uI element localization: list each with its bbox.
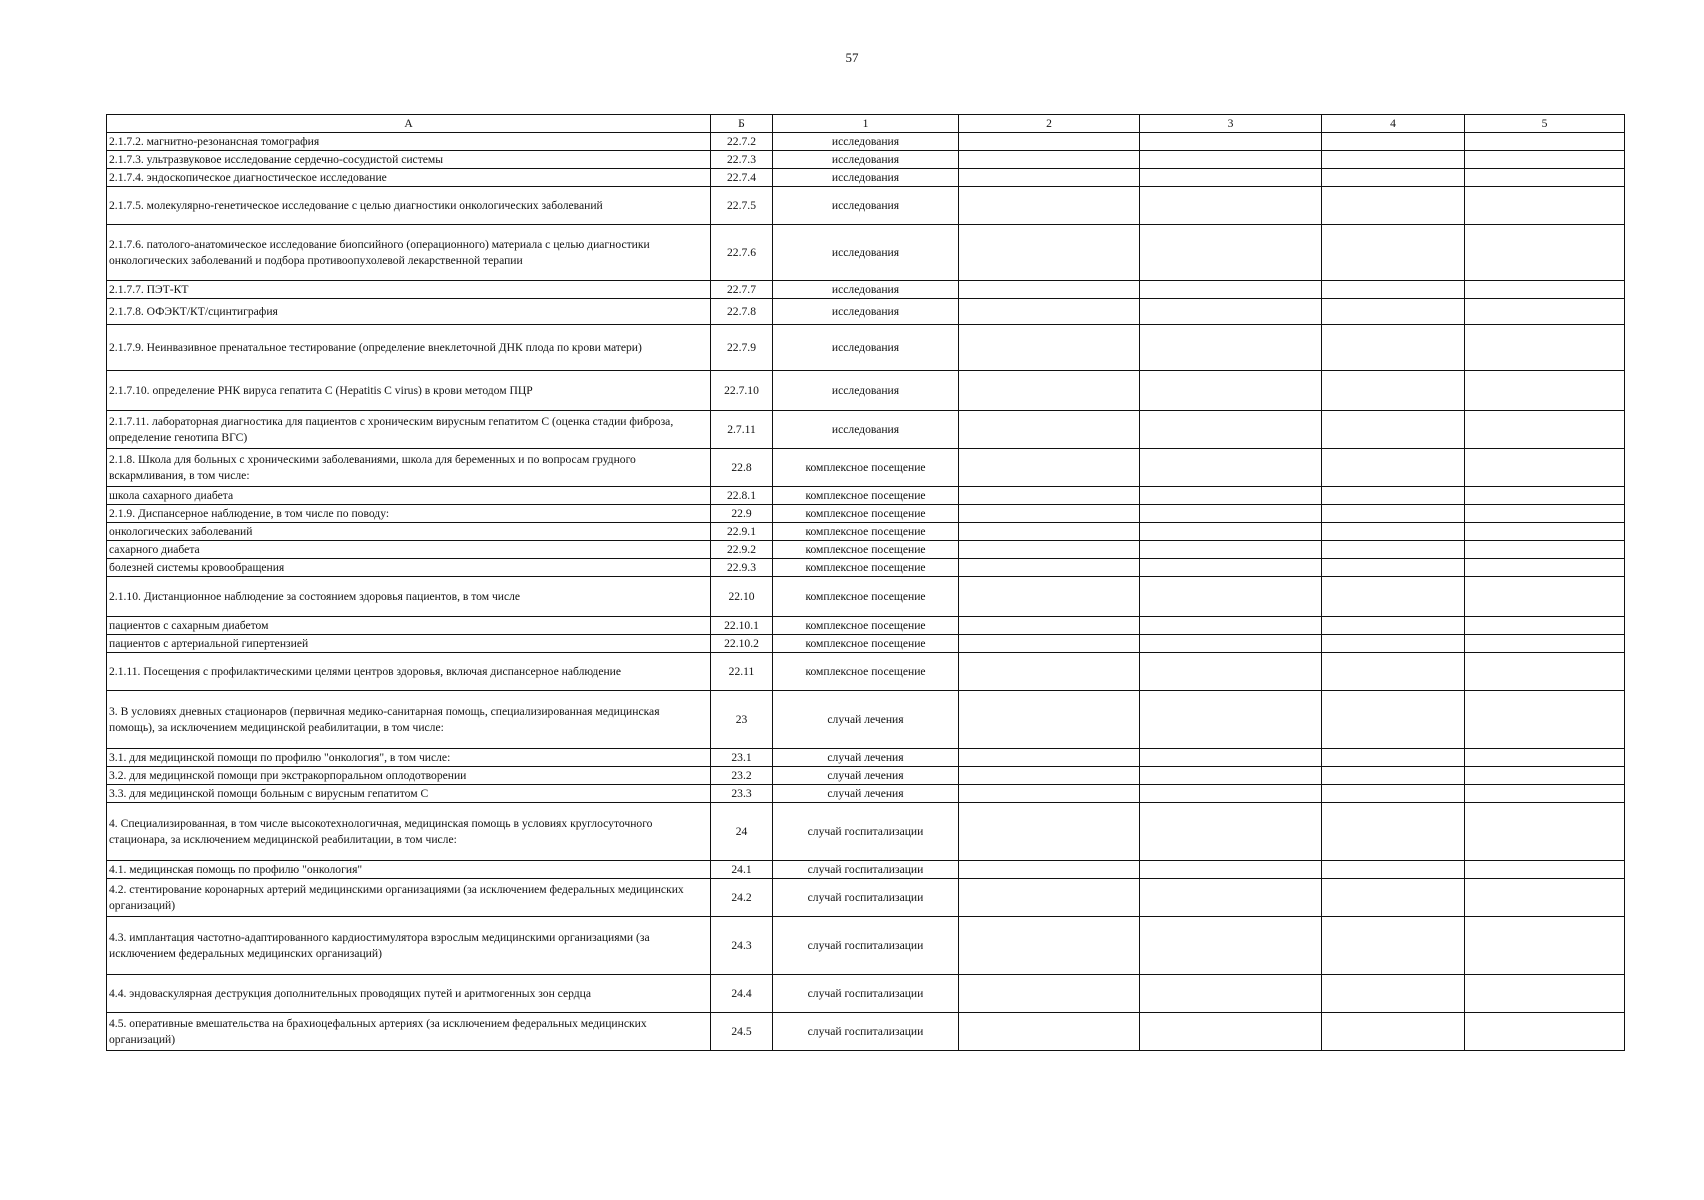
cell-name: 2.1.7.4. эндоскопическое диагностическое исследование bbox=[107, 169, 711, 187]
cell-code: 22.9.3 bbox=[711, 559, 773, 577]
table-row bbox=[107, 411, 1625, 449]
cell-col-3 bbox=[1140, 691, 1322, 749]
cell-col-4 bbox=[1322, 577, 1465, 617]
cell-name: 4.2. стентирование коронарных артерий медицинскими организациями (за исключением федеральных медицинских организаций) bbox=[107, 879, 711, 917]
cell-name: 2.1.11. Посещения с профилактическими целями центров здоровья, включая диспансерное наблюдение bbox=[107, 653, 711, 691]
cell-col-4 bbox=[1322, 487, 1465, 505]
cell-col-2 bbox=[959, 151, 1140, 169]
cell-col-4 bbox=[1322, 371, 1465, 411]
cell-name: 2.1.7.3. ультразвуковое исследование сердечно-сосудистой системы bbox=[107, 151, 711, 169]
table-body bbox=[107, 133, 1625, 1051]
cell-col-2 bbox=[959, 449, 1140, 487]
header-cell-5: 5 bbox=[1465, 115, 1625, 133]
table-row bbox=[107, 505, 1625, 523]
cell-col-5 bbox=[1465, 617, 1625, 635]
cell-code: 22.7.5 bbox=[711, 187, 773, 225]
cell-col-5 bbox=[1465, 635, 1625, 653]
cell-code: 22.7.4 bbox=[711, 169, 773, 187]
cell-col-5 bbox=[1465, 785, 1625, 803]
cell-name: 2.1.7.9. Неинвазивное пренатальное тестирование (определение внеклеточной ДНК плода по крови матери) bbox=[107, 325, 711, 371]
cell-code: 22.8.1 bbox=[711, 487, 773, 505]
cell-unit: случай госпитализации bbox=[773, 803, 959, 861]
cell-code: 22.10 bbox=[711, 577, 773, 617]
table-row bbox=[107, 541, 1625, 559]
cell-col-5 bbox=[1465, 691, 1625, 749]
cell-col-4 bbox=[1322, 785, 1465, 803]
table-row bbox=[107, 617, 1625, 635]
cell-col-5 bbox=[1465, 411, 1625, 449]
cell-col-4 bbox=[1322, 169, 1465, 187]
cell-col-2 bbox=[959, 559, 1140, 577]
cell-col-5 bbox=[1465, 449, 1625, 487]
header-cell-1: 1 bbox=[773, 115, 959, 133]
table-row bbox=[107, 299, 1625, 325]
cell-unit: исследования bbox=[773, 151, 959, 169]
cell-col-3 bbox=[1140, 487, 1322, 505]
cell-col-3 bbox=[1140, 635, 1322, 653]
table-row bbox=[107, 281, 1625, 299]
cell-col-3 bbox=[1140, 325, 1322, 371]
cell-code: 23 bbox=[711, 691, 773, 749]
header-cell-a: А bbox=[107, 115, 711, 133]
cell-col-2 bbox=[959, 803, 1140, 861]
cell-col-3 bbox=[1140, 299, 1322, 325]
cell-name: сахарного диабета bbox=[107, 541, 711, 559]
cell-col-5 bbox=[1465, 861, 1625, 879]
cell-code: 22.10.1 bbox=[711, 617, 773, 635]
table-row bbox=[107, 803, 1625, 861]
header-cell-2: 2 bbox=[959, 115, 1140, 133]
cell-code: 22.7.10 bbox=[711, 371, 773, 411]
cell-code: 24 bbox=[711, 803, 773, 861]
cell-unit: комплексное посещение bbox=[773, 487, 959, 505]
cell-col-4 bbox=[1322, 187, 1465, 225]
cell-col-2 bbox=[959, 133, 1140, 151]
cell-col-4 bbox=[1322, 617, 1465, 635]
table-row bbox=[107, 133, 1625, 151]
cell-col-3 bbox=[1140, 861, 1322, 879]
cell-col-2 bbox=[959, 1013, 1140, 1051]
table-row bbox=[107, 653, 1625, 691]
cell-col-3 bbox=[1140, 133, 1322, 151]
cell-col-5 bbox=[1465, 487, 1625, 505]
header-cell-3: 3 bbox=[1140, 115, 1322, 133]
cell-name: болезней системы кровообращения bbox=[107, 559, 711, 577]
cell-col-5 bbox=[1465, 523, 1625, 541]
cell-col-3 bbox=[1140, 449, 1322, 487]
cell-col-3 bbox=[1140, 577, 1322, 617]
cell-col-5 bbox=[1465, 803, 1625, 861]
cell-col-4 bbox=[1322, 635, 1465, 653]
cell-name: 4. Специализированная, в том числе высокотехнологичная, медицинская помощь в условиях круглосуточного стационара, за исключением медицинской реабилитации, в том числе: bbox=[107, 803, 711, 861]
cell-unit: комплексное посещение bbox=[773, 577, 959, 617]
cell-code: 24.1 bbox=[711, 861, 773, 879]
cell-code: 22.9 bbox=[711, 505, 773, 523]
table-row bbox=[107, 371, 1625, 411]
cell-unit: случай лечения bbox=[773, 767, 959, 785]
cell-col-2 bbox=[959, 371, 1140, 411]
cell-name: 2.1.7.7. ПЭТ-КТ bbox=[107, 281, 711, 299]
cell-col-5 bbox=[1465, 917, 1625, 975]
cell-col-2 bbox=[959, 541, 1140, 559]
header-cell-4: 4 bbox=[1322, 115, 1465, 133]
cell-code: 22.10.2 bbox=[711, 635, 773, 653]
cell-unit: случай лечения bbox=[773, 691, 959, 749]
cell-col-2 bbox=[959, 325, 1140, 371]
cell-name: пациентов с артериальной гипертензией bbox=[107, 635, 711, 653]
table-row bbox=[107, 635, 1625, 653]
cell-code: 22.7.2 bbox=[711, 133, 773, 151]
cell-col-3 bbox=[1140, 225, 1322, 281]
cell-col-5 bbox=[1465, 559, 1625, 577]
table-row bbox=[107, 917, 1625, 975]
page-number: 57 bbox=[845, 50, 859, 65]
cell-col-2 bbox=[959, 691, 1140, 749]
cell-code: 22.9.1 bbox=[711, 523, 773, 541]
table-row bbox=[107, 749, 1625, 767]
cell-code: 23.3 bbox=[711, 785, 773, 803]
cell-name: пациентов с сахарным диабетом bbox=[107, 617, 711, 635]
cell-code: 22.9.2 bbox=[711, 541, 773, 559]
table-row bbox=[107, 691, 1625, 749]
cell-col-3 bbox=[1140, 281, 1322, 299]
cell-col-3 bbox=[1140, 975, 1322, 1013]
cell-col-4 bbox=[1322, 299, 1465, 325]
header-cell-b: Б bbox=[711, 115, 773, 133]
cell-col-4 bbox=[1322, 133, 1465, 151]
cell-col-2 bbox=[959, 617, 1140, 635]
cell-col-2 bbox=[959, 749, 1140, 767]
cell-col-4 bbox=[1322, 225, 1465, 281]
cell-code: 22.7.3 bbox=[711, 151, 773, 169]
cell-col-3 bbox=[1140, 187, 1322, 225]
cell-name: 3. В условиях дневных стационаров (первичная медико-санитарная помощь, специализированная медицинская помощь), за исключением медицинской реабилитации, в том числе: bbox=[107, 691, 711, 749]
cell-unit: комплексное посещение bbox=[773, 617, 959, 635]
table-row bbox=[107, 767, 1625, 785]
cell-unit: исследования bbox=[773, 133, 959, 151]
table-row bbox=[107, 151, 1625, 169]
cell-col-2 bbox=[959, 411, 1140, 449]
cell-code: 24.3 bbox=[711, 917, 773, 975]
cell-col-2 bbox=[959, 187, 1140, 225]
cell-name: 4.1. медицинская помощь по профилю "онкология" bbox=[107, 861, 711, 879]
cell-col-4 bbox=[1322, 281, 1465, 299]
cell-name: 3.1. для медицинской помощи по профилю "онкология", в том числе: bbox=[107, 749, 711, 767]
cell-name: 2.1.7.2. магнитно-резонансная томография bbox=[107, 133, 711, 151]
cell-col-2 bbox=[959, 767, 1140, 785]
cell-col-3 bbox=[1140, 1013, 1322, 1051]
cell-col-5 bbox=[1465, 299, 1625, 325]
cell-col-4 bbox=[1322, 523, 1465, 541]
cell-col-2 bbox=[959, 917, 1140, 975]
cell-code: 2.7.11 bbox=[711, 411, 773, 449]
cell-col-5 bbox=[1465, 371, 1625, 411]
cell-code: 22.11 bbox=[711, 653, 773, 691]
table-row bbox=[107, 449, 1625, 487]
cell-code: 22.7.7 bbox=[711, 281, 773, 299]
cell-unit: исследования bbox=[773, 299, 959, 325]
cell-col-3 bbox=[1140, 785, 1322, 803]
cell-unit: случай госпитализации bbox=[773, 861, 959, 879]
cell-col-2 bbox=[959, 225, 1140, 281]
cell-unit: комплексное посещение bbox=[773, 541, 959, 559]
table-row bbox=[107, 169, 1625, 187]
cell-col-5 bbox=[1465, 975, 1625, 1013]
cell-col-4 bbox=[1322, 151, 1465, 169]
cell-unit: случай лечения bbox=[773, 785, 959, 803]
cell-col-5 bbox=[1465, 879, 1625, 917]
report-table bbox=[106, 114, 1625, 1051]
cell-code: 22.8 bbox=[711, 449, 773, 487]
cell-unit: комплексное посещение bbox=[773, 635, 959, 653]
cell-col-4 bbox=[1322, 559, 1465, 577]
cell-col-4 bbox=[1322, 541, 1465, 559]
cell-col-4 bbox=[1322, 975, 1465, 1013]
cell-col-5 bbox=[1465, 151, 1625, 169]
cell-col-3 bbox=[1140, 151, 1322, 169]
cell-unit: случай госпитализации bbox=[773, 1013, 959, 1051]
cell-name: 2.1.7.11. лабораторная диагностика для пациентов с хроническим вирусным гепатитом С (оценка стадии фиброза, определение генотипа ВГС) bbox=[107, 411, 711, 449]
cell-unit: исследования bbox=[773, 371, 959, 411]
cell-col-4 bbox=[1322, 803, 1465, 861]
cell-col-4 bbox=[1322, 411, 1465, 449]
cell-col-4 bbox=[1322, 917, 1465, 975]
cell-col-2 bbox=[959, 577, 1140, 617]
cell-col-5 bbox=[1465, 767, 1625, 785]
cell-name: школа сахарного диабета bbox=[107, 487, 711, 505]
cell-col-3 bbox=[1140, 749, 1322, 767]
cell-unit: комплексное посещение bbox=[773, 653, 959, 691]
cell-col-4 bbox=[1322, 767, 1465, 785]
table-row bbox=[107, 559, 1625, 577]
table-row bbox=[107, 975, 1625, 1013]
table-row bbox=[107, 879, 1625, 917]
cell-col-2 bbox=[959, 785, 1140, 803]
table-row bbox=[107, 225, 1625, 281]
cell-code: 24.5 bbox=[711, 1013, 773, 1051]
cell-unit: случай госпитализации bbox=[773, 879, 959, 917]
cell-code: 23.2 bbox=[711, 767, 773, 785]
cell-unit: комплексное посещение bbox=[773, 449, 959, 487]
cell-col-3 bbox=[1140, 653, 1322, 691]
cell-unit: исследования bbox=[773, 187, 959, 225]
cell-unit: исследования bbox=[773, 281, 959, 299]
cell-col-2 bbox=[959, 523, 1140, 541]
cell-col-3 bbox=[1140, 617, 1322, 635]
cell-col-2 bbox=[959, 281, 1140, 299]
cell-col-2 bbox=[959, 635, 1140, 653]
cell-name: 4.4. эндоваскулярная деструкция дополнительных проводящих путей и аритмогенных зон сердца bbox=[107, 975, 711, 1013]
cell-col-2 bbox=[959, 975, 1140, 1013]
cell-name: 2.1.7.10. определение РНК вируса гепатита С (Hepatitis C virus) в крови методом ПЦР bbox=[107, 371, 711, 411]
cell-col-3 bbox=[1140, 541, 1322, 559]
table-row bbox=[107, 1013, 1625, 1051]
cell-col-3 bbox=[1140, 523, 1322, 541]
cell-name: 2.1.7.5. молекулярно-генетическое исследование с целью диагностики онкологических заболеваний bbox=[107, 187, 711, 225]
cell-col-3 bbox=[1140, 803, 1322, 861]
cell-col-4 bbox=[1322, 505, 1465, 523]
table-row bbox=[107, 577, 1625, 617]
cell-name: 4.3. имплантация частотно-адаптированного кардиостимулятора взрослым медицинскими организациями (за исключением федеральных медицинских организаций) bbox=[107, 917, 711, 975]
cell-name: 2.1.9. Диспансерное наблюдение, в том числе по поводу: bbox=[107, 505, 711, 523]
table-row bbox=[107, 785, 1625, 803]
cell-col-4 bbox=[1322, 749, 1465, 767]
cell-col-3 bbox=[1140, 879, 1322, 917]
cell-col-5 bbox=[1465, 541, 1625, 559]
cell-unit: случай лечения bbox=[773, 749, 959, 767]
cell-unit: комплексное посещение bbox=[773, 505, 959, 523]
cell-unit: исследования bbox=[773, 325, 959, 371]
cell-col-5 bbox=[1465, 1013, 1625, 1051]
cell-col-2 bbox=[959, 487, 1140, 505]
cell-col-3 bbox=[1140, 169, 1322, 187]
cell-col-5 bbox=[1465, 169, 1625, 187]
cell-col-2 bbox=[959, 299, 1140, 325]
cell-name: 3.2. для медицинской помощи при экстракорпоральном оплодотворении bbox=[107, 767, 711, 785]
cell-name: 2.1.7.8. ОФЭКТ/КТ/сцинтиграфия bbox=[107, 299, 711, 325]
header-row bbox=[107, 115, 1625, 133]
cell-name: 2.1.7.6. патолого-анатомическое исследование биопсийного (операционного) материала с целью диагностики онкологических заболеваний и подбора противоопухолевой лекарственной терапии bbox=[107, 225, 711, 281]
cell-col-5 bbox=[1465, 749, 1625, 767]
cell-col-2 bbox=[959, 861, 1140, 879]
cell-col-3 bbox=[1140, 411, 1322, 449]
cell-name: 4.5. оперативные вмешательства на брахиоцефальных артериях (за исключением федеральных медицинских организаций) bbox=[107, 1013, 711, 1051]
cell-unit: случай госпитализации bbox=[773, 975, 959, 1013]
table-row bbox=[107, 523, 1625, 541]
cell-name: 2.1.10. Дистанционное наблюдение за состоянием здоровья пациентов, в том числе bbox=[107, 577, 711, 617]
cell-col-2 bbox=[959, 505, 1140, 523]
table-row bbox=[107, 487, 1625, 505]
cell-col-4 bbox=[1322, 325, 1465, 371]
cell-unit: случай госпитализации bbox=[773, 917, 959, 975]
cell-code: 22.7.6 bbox=[711, 225, 773, 281]
cell-col-5 bbox=[1465, 187, 1625, 225]
cell-col-4 bbox=[1322, 449, 1465, 487]
cell-col-3 bbox=[1140, 559, 1322, 577]
cell-code: 22.7.9 bbox=[711, 325, 773, 371]
cell-col-5 bbox=[1465, 577, 1625, 617]
cell-col-3 bbox=[1140, 505, 1322, 523]
cell-col-4 bbox=[1322, 691, 1465, 749]
cell-col-4 bbox=[1322, 861, 1465, 879]
cell-name: 2.1.8. Школа для больных с хроническими заболеваниями, школа для беременных и по вопросам грудного вскармливания, в том числе: bbox=[107, 449, 711, 487]
cell-col-5 bbox=[1465, 505, 1625, 523]
cell-col-2 bbox=[959, 169, 1140, 187]
cell-col-3 bbox=[1140, 767, 1322, 785]
cell-col-5 bbox=[1465, 225, 1625, 281]
cell-code: 24.2 bbox=[711, 879, 773, 917]
cell-col-5 bbox=[1465, 325, 1625, 371]
cell-code: 24.4 bbox=[711, 975, 773, 1013]
cell-col-2 bbox=[959, 653, 1140, 691]
cell-col-5 bbox=[1465, 281, 1625, 299]
cell-col-4 bbox=[1322, 879, 1465, 917]
cell-unit: комплексное посещение bbox=[773, 523, 959, 541]
cell-col-3 bbox=[1140, 371, 1322, 411]
cell-col-5 bbox=[1465, 653, 1625, 691]
cell-col-4 bbox=[1322, 1013, 1465, 1051]
cell-col-3 bbox=[1140, 917, 1322, 975]
cell-unit: исследования bbox=[773, 225, 959, 281]
cell-name: онкологических заболеваний bbox=[107, 523, 711, 541]
cell-unit: комплексное посещение bbox=[773, 559, 959, 577]
cell-name: 3.3. для медицинской помощи больным с вирусным гепатитом С bbox=[107, 785, 711, 803]
table-row bbox=[107, 187, 1625, 225]
cell-col-4 bbox=[1322, 653, 1465, 691]
table-row bbox=[107, 861, 1625, 879]
cell-code: 23.1 bbox=[711, 749, 773, 767]
cell-unit: исследования bbox=[773, 411, 959, 449]
cell-code: 22.7.8 bbox=[711, 299, 773, 325]
cell-unit: исследования bbox=[773, 169, 959, 187]
cell-col-5 bbox=[1465, 133, 1625, 151]
cell-col-2 bbox=[959, 879, 1140, 917]
table-row bbox=[107, 325, 1625, 371]
